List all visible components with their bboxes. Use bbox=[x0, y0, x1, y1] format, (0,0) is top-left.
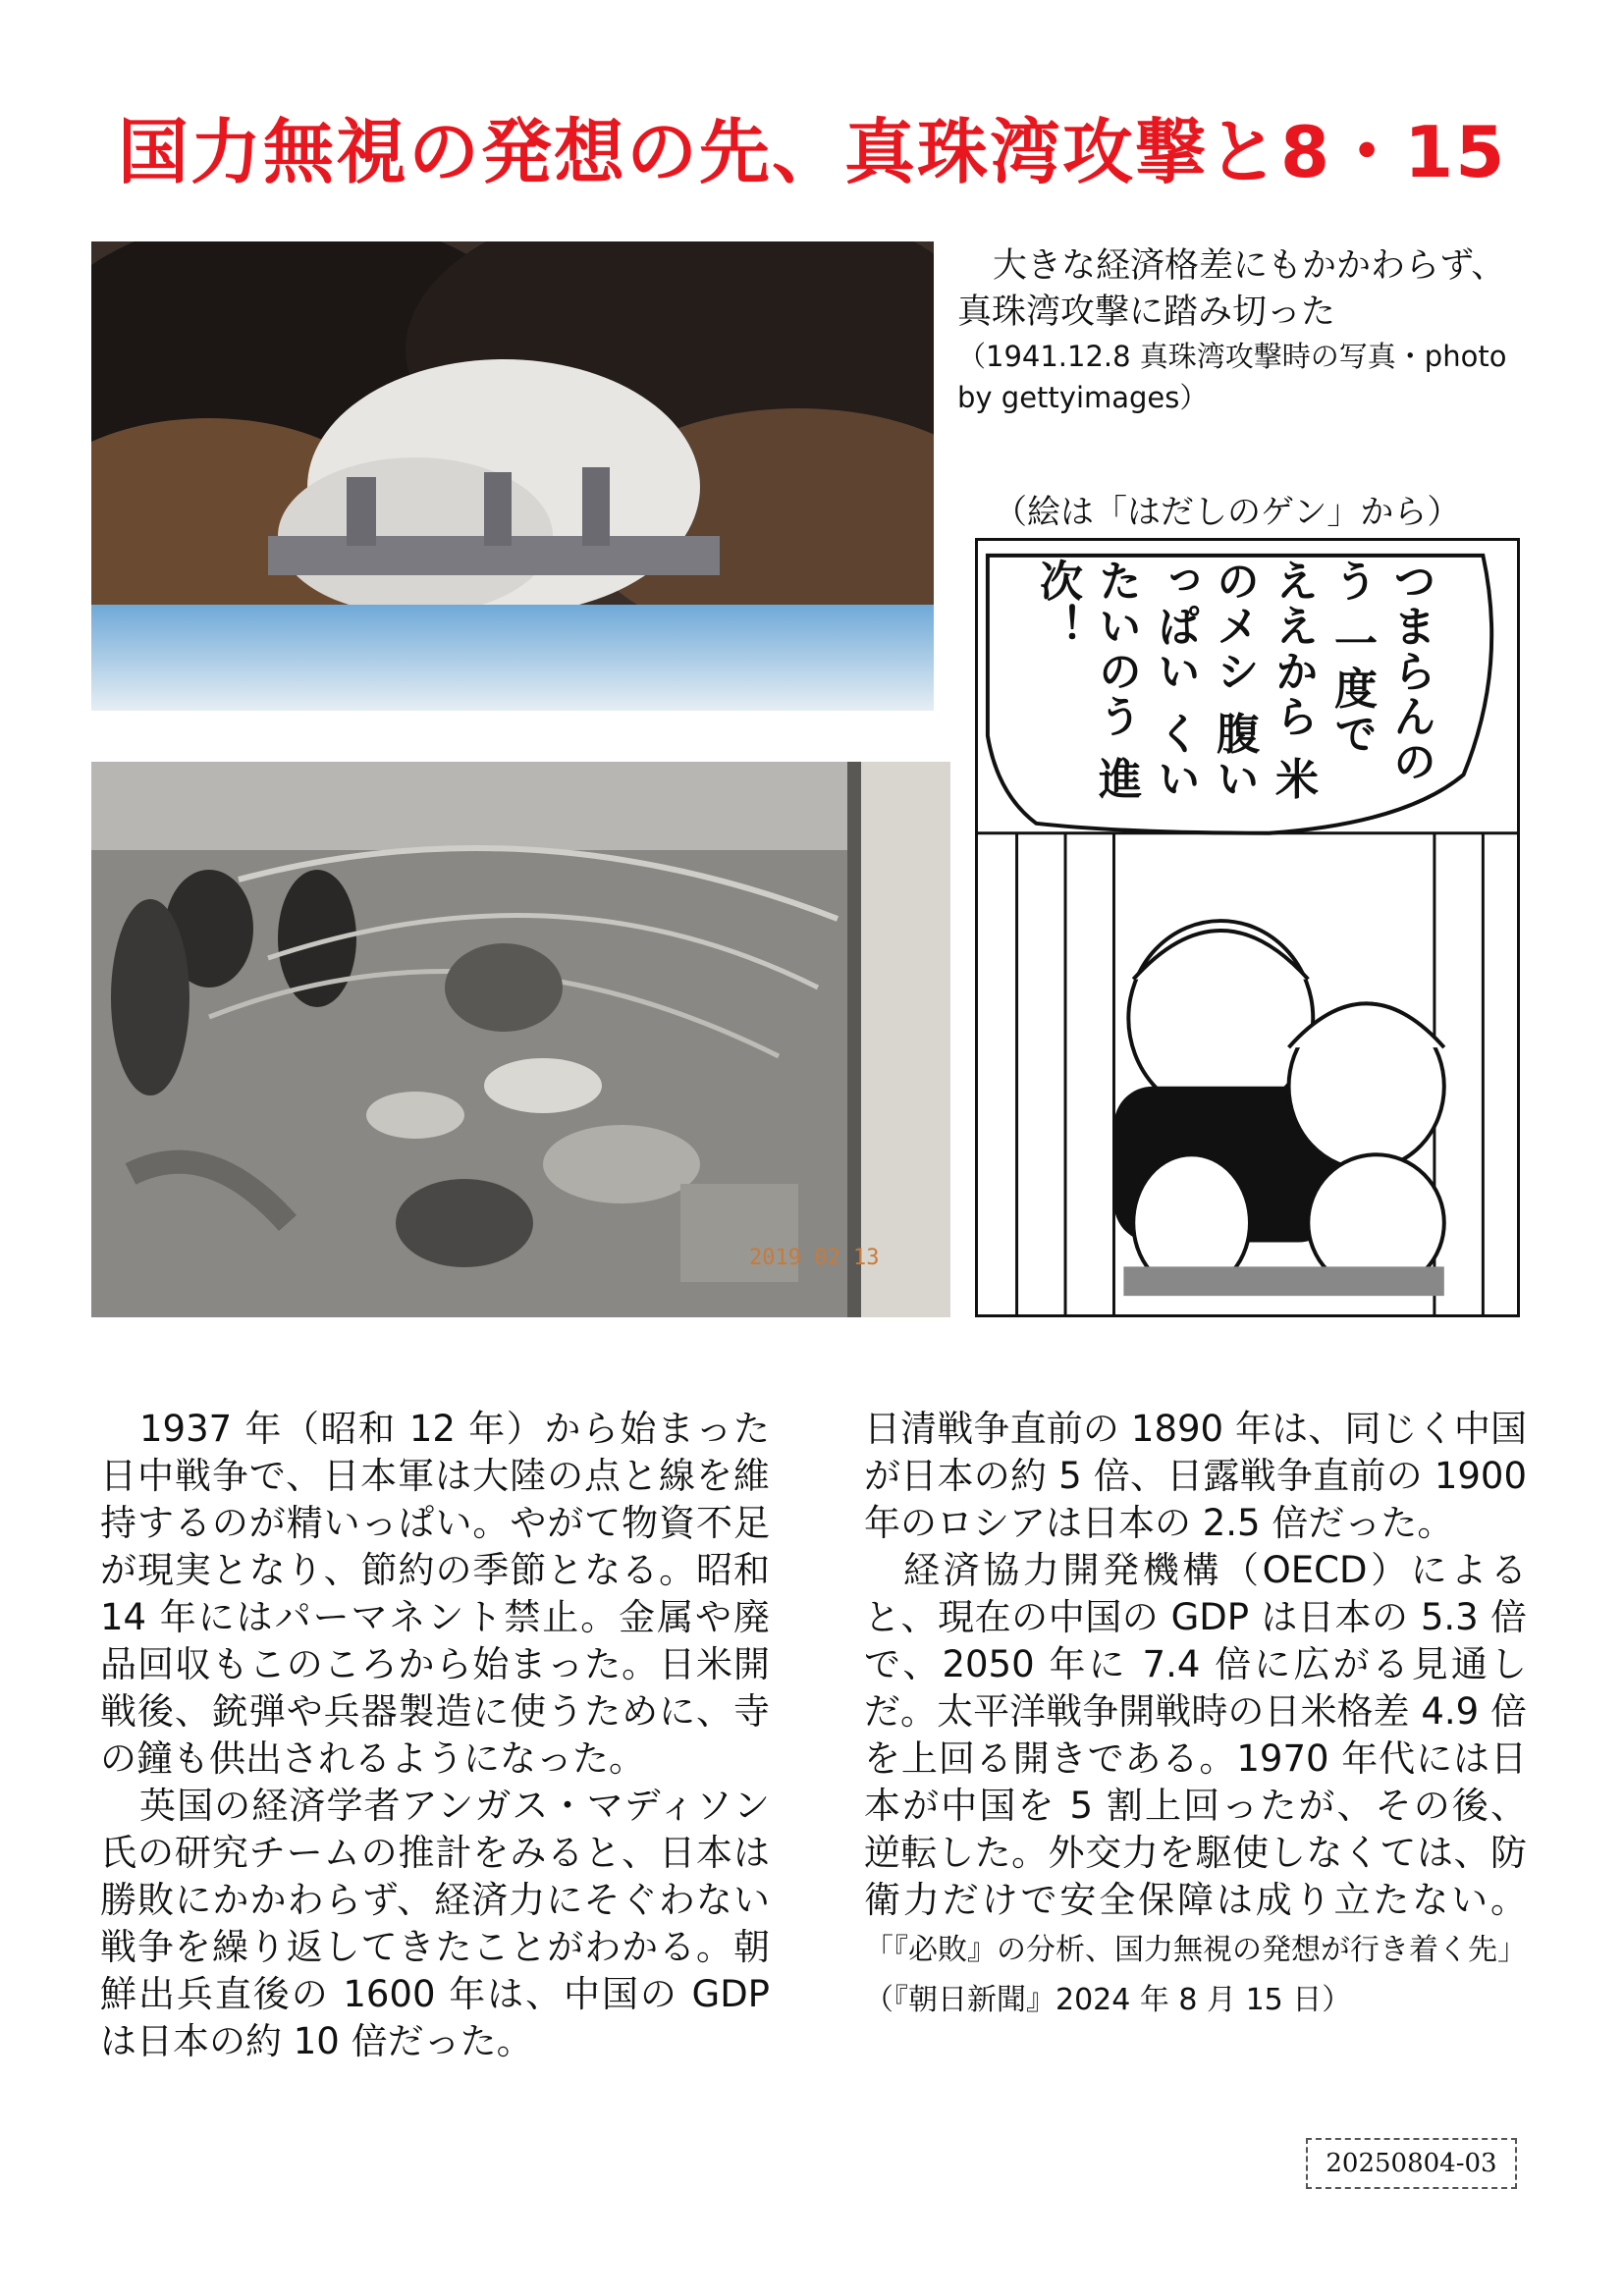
pearl-harbor-photo bbox=[91, 241, 934, 711]
document-id: 20250804-03 bbox=[1306, 2138, 1517, 2189]
page-title: 国力無視の発想の先、真珠湾攻撃と8・15 bbox=[118, 111, 1507, 193]
speech-bubble-text: つまらんのう 一度で ええから 米のメシ 腹いっぱい くいたいのう 進次！ bbox=[1032, 559, 1435, 802]
date-stamp: 2019 02 13 bbox=[749, 1246, 880, 1270]
caption-credit: （1941.12.8 真珠湾攻撃時の写真・photo by gettyimages） bbox=[957, 340, 1507, 414]
article-left-column bbox=[100, 1406, 770, 2065]
photo-caption bbox=[957, 243, 1507, 418]
caption-main: 大きな経済格差にもかかわらず、真珠湾攻撃に踏み切った bbox=[957, 246, 1506, 332]
article-paragraph: 1937 年（昭和 12 年）から始まった日中戦争で、日本軍は大陸の点と線を維持するのが精いっぱい。やがて物資不足が現実となり、節約の季節となる。昭和 14 年にはパーマネント禁止。金属や廃品回収もこのころから始まった。日米開戦後、銃弾や兵器製造に使うために、寺の鐘も供出されるようになった。 bbox=[100, 1408, 770, 1780]
article-paragraph: 日清戦争直前の 1890 年は、同じく中国が日本の約 5 倍、日露戦争直前の 1900 年のロシアは日本の 2.5 倍だった。 bbox=[864, 1408, 1527, 1544]
source-citation: 「『必敗』の分析、国力無視の発想が行き着く先」（『朝日新聞』2024 年 8 月 15 日） bbox=[864, 1933, 1527, 2017]
manga-credit: （絵は「はだしのゲン」から） bbox=[994, 493, 1461, 532]
metal-collection-photo bbox=[91, 762, 950, 1317]
article-paragraph bbox=[864, 1547, 1527, 2024]
article-paragraph: 英国の経済学者アンガス・マディソン氏の研究チームの推計をみると、日本は勝敗にかかわらず、経済力にそぐわない戦争を繰り返してきたことがわかる。朝鮮出兵直後の 1600 年は、中国の GDP は日本の約 10 倍だった。 bbox=[100, 1785, 770, 2062]
article-paragraph-text: 経済協力開発機構（OECD）によると、現在の中国の GDP は日本の 5.3 倍で、2050 年に 7.4 倍に広がる見通しだ。太平洋戦争開戦時の日米格差 4.9 倍を上回る開きである。1970 年代には日本が中国を 5 割上回ったが、その後、逆転した。外交力を駆使しなくては、防衛力だけで安全保障は成り立たない。 bbox=[864, 1549, 1527, 1921]
article-right-column bbox=[864, 1406, 1527, 2024]
manga-panel bbox=[975, 538, 1520, 1317]
